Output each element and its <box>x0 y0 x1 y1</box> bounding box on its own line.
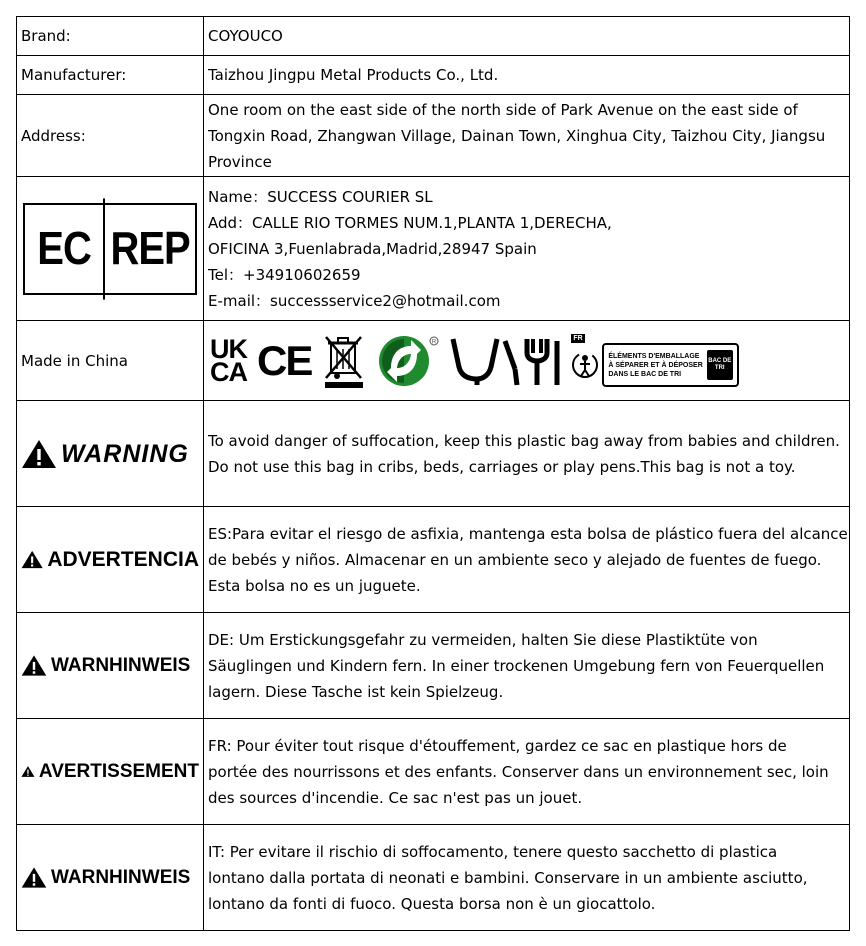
triman-icon <box>571 348 599 382</box>
warning-row-en <box>17 401 850 507</box>
triman-info-label <box>571 334 738 387</box>
warning-text-en <box>204 401 850 507</box>
warning-label-cell <box>17 613 204 719</box>
warning-label-text: WARNHINWEIS <box>51 654 191 676</box>
info-line: À SÉPARER ET À DÉPOSER <box>608 361 703 369</box>
warning-label-text: AVERTISSEMENT <box>38 760 199 782</box>
ec-rep-details <box>204 177 850 321</box>
sorting-info-text <box>608 352 702 379</box>
warning-line: To avoid danger of suffocation, keep this plastic bag away from babies and children. <box>208 431 840 450</box>
svg-text:R: R <box>432 339 437 345</box>
ec-rep-email: E-mail：successservice2@hotmail.com <box>208 291 501 310</box>
ukca-mark-icon <box>210 333 247 387</box>
warning-line: Esta bolsa no es un juguete. <box>208 576 421 595</box>
warnhinweis-label-it <box>21 865 199 891</box>
sorting-bin-icon: BAC DE TRI <box>707 350 733 380</box>
ec-rep-symbol <box>23 203 197 295</box>
ukca-top-text: UK <box>210 333 247 364</box>
certification-icons-cell <box>204 321 850 401</box>
address-value <box>204 95 850 177</box>
ce-mark-icon: CE <box>257 336 312 384</box>
warning-row-de <box>17 613 850 719</box>
origin-label: Made in China <box>17 321 204 401</box>
warning-text-fr <box>204 719 850 825</box>
address-line: Province <box>208 152 272 171</box>
warning-line: ES:Para evitar el riesgo de asfixia, mantenga esta bolsa de plástico fuera del alcance <box>208 524 848 543</box>
ec-rep-address: Add：CALLE RIO TORMES NUM.1,PLANTA 1,DERECHA, <box>208 213 612 232</box>
warning-row-es <box>17 507 850 613</box>
product-label-table <box>16 16 850 931</box>
address-label: Address: <box>17 95 204 177</box>
ec-rep-address-2: OFICINA 3,Fuenlabrada,Madrid,28947 Spain <box>208 239 537 258</box>
warning-row-it <box>17 825 850 931</box>
origin-row <box>17 321 850 401</box>
warning-label <box>21 439 199 469</box>
warning-label-cell <box>17 719 204 825</box>
certification-icons <box>208 333 845 389</box>
advertencia-label <box>21 547 199 573</box>
sorting-info-box <box>602 343 738 387</box>
fr-badge: FR <box>573 335 583 342</box>
warning-line: Do not use this bag in cribs, beds, carriages or play pens.This bag is not a toy. <box>208 457 796 476</box>
warning-triangle-icon <box>21 866 47 889</box>
warning-line: de bebés y niños. Almacenar en un ambiente seco y alejado de fuentes de fuego. <box>208 550 822 569</box>
info-line: DANS LE BAC DE TRI <box>608 370 682 378</box>
warning-line: lontano da fonti di fuoco. Questa borsa non è un giocattolo. <box>208 894 656 913</box>
warning-line: des sources d'incendie. Ce sac n'est pas un jouet. <box>208 788 583 807</box>
warning-line: Säuglingen und Kindern fern. In einer trockenen Umgebung fern von Feuerquellen <box>208 656 825 675</box>
warning-triangle-icon <box>21 439 57 469</box>
warnhinweis-label <box>21 653 199 679</box>
manufacturer-row <box>17 56 850 95</box>
ec-rep-symbol-cell <box>17 177 204 321</box>
warning-line: FR: Pour éviter tout risque d'étouffement, gardez ce sac en plastique hors de <box>208 736 787 755</box>
warning-label-text: WARNING <box>61 439 189 468</box>
warning-label-cell <box>17 507 204 613</box>
ec-rep-name: Name：SUCCESS COURIER SL <box>208 187 433 206</box>
green-dot-icon <box>377 334 439 388</box>
rep-text: REP <box>103 198 195 299</box>
warning-label-text: ADVERTENCIA <box>47 547 199 571</box>
manufacturer-label: Manufacturer: <box>17 56 204 95</box>
warning-text-de <box>204 613 850 719</box>
address-row <box>17 95 850 177</box>
warning-line: lagern. Diese Tasche ist kein Spielzeug. <box>208 682 504 701</box>
ec-text: EC <box>37 223 91 274</box>
food-contact-glass-fork-icon <box>449 333 561 389</box>
brand-value: COYOUCO <box>204 17 850 56</box>
weee-crossed-bin-icon <box>321 333 367 389</box>
brand-label: Brand: <box>17 17 204 56</box>
info-line: ÉLÉMENTS D'EMBALLAGE <box>608 352 700 360</box>
warning-line: IT: Per evitare il rischio di soffocamento, tenere questo sacchetto di plastica <box>208 842 778 861</box>
warning-triangle-icon <box>21 761 35 782</box>
warning-triangle-icon <box>21 547 43 572</box>
ec-rep-tel: Tel：+34910602659 <box>208 265 361 284</box>
avertissement-label <box>21 759 199 785</box>
ukca-bottom-text: CA <box>210 356 247 387</box>
manufacturer-value: Taizhou Jingpu Metal Products Co., Ltd. <box>204 56 850 95</box>
warning-label-cell <box>17 825 204 931</box>
warning-text-it <box>204 825 850 931</box>
warning-line: portée des nourrissons et des enfants. Conserver dans un environnement sec, loin <box>208 762 829 781</box>
warning-row-fr <box>17 719 850 825</box>
warning-line: lontano dalla portata di neonati e bambini. Conservare in un ambiente asciutto, <box>208 868 808 887</box>
address-line: One room on the east side of the north side of Park Avenue on the east side of <box>208 100 798 119</box>
warning-triangle-icon <box>21 654 47 677</box>
warning-text-es <box>204 507 850 613</box>
warning-line: DE: Um Erstickungsgefahr zu vermeiden, halten Sie diese Plastiktüte von <box>208 630 758 649</box>
warning-label-text: WARNHINWEIS <box>51 866 191 888</box>
ec-rep-row <box>17 177 850 321</box>
warning-label-cell <box>17 401 204 507</box>
brand-row <box>17 17 850 56</box>
address-line: Tongxin Road, Zhangwan Village, Dainan Town, Xinghua City, Taizhou City, Jiangsu <box>208 126 826 145</box>
